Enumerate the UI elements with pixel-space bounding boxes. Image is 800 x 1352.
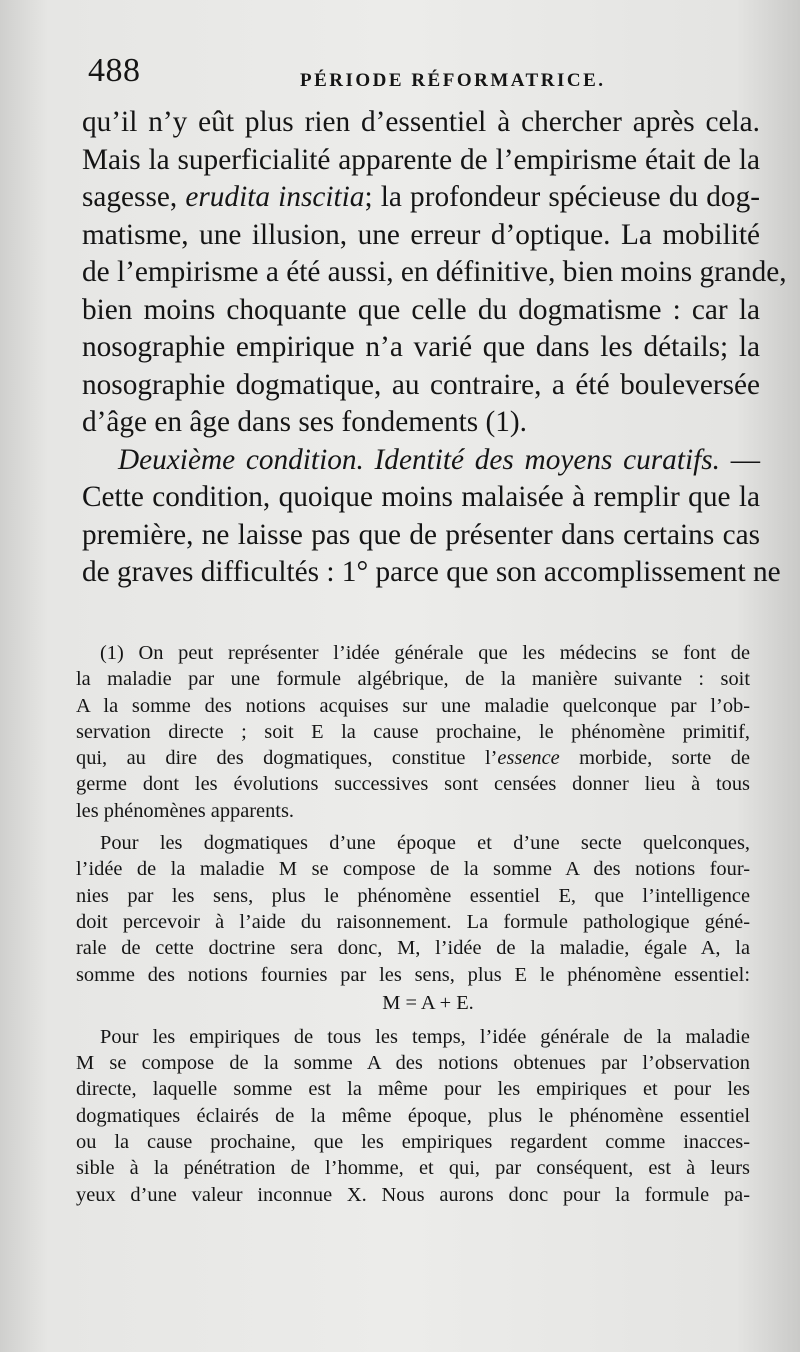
footnote-line: Pour les dogmatiques d’une époque et d’une secte quelconques, (100, 832, 750, 855)
text-fragment: la profondeur spécieuse du dog- (372, 181, 760, 213)
footnote-line: rale de cette doctrine sera donc, M, l’idée de la maladie, égale A, la (76, 937, 750, 960)
footnote-paragraph (76, 830, 750, 1018)
condition-heading: Deuxième condition. Identité des moyens curatifs. (118, 443, 720, 476)
footnote-line: les phénomènes apparents. (76, 799, 294, 822)
italic-word: essence (497, 747, 560, 770)
footnote-line: dogmatiques éclairés de la même époque, plus le phénomène essentiel (76, 1104, 750, 1127)
text-line: Mais la superficialité apparente de l’empirisme était de la (82, 143, 760, 176)
page-number: 488 (88, 52, 141, 89)
text-fragment: qui, au dire des dogmatiques, constitue l’ (76, 747, 498, 770)
footnote-line: ou la cause prochaine, que les empiriques regardent comme inacces- (76, 1131, 750, 1154)
text-fragment: morbide, sorte de (559, 747, 750, 770)
formula: M = A + E. (382, 991, 474, 1014)
text-line: qu’il n’y eût plus rien d’essentiel à chercher après cela. (82, 106, 760, 138)
footnote-line: sible à la pénétration de l’homme, et qui, par conséquent, est à leurs (76, 1157, 750, 1180)
text-line: sagesse, erudita inscitia; la profondeur spécieuse du dog- (82, 181, 760, 213)
footnote-line: Pour les empiriques de tous les temps, l’idée générale de la maladie (100, 1025, 750, 1048)
footnote-line: directe, laquelle somme est la même pour les empiriques et pour les (76, 1078, 750, 1101)
footnote-line: doit percevoir à l’aide du raisonnement. La formule pathologique géné- (76, 910, 750, 933)
footnote-line: germe dont les évolutions successives sont censées donner lieu à tous (76, 773, 750, 796)
italic-phrase: erudita inscitia (185, 181, 365, 213)
footnote-line: servation directe ; soit E la cause prochaine, le phénomène primitif, (76, 720, 750, 743)
footnote (76, 640, 750, 1214)
text-line: Cette condition, quoique moins malaisée à remplir que la (82, 481, 760, 513)
text-line: de graves difficultés : 1° parce que son accomplissement ne (82, 556, 781, 588)
heading-dash: — (719, 443, 761, 476)
main-text (82, 104, 787, 592)
text-line: nosographie dogmatique, au contraire, a été bouleversée (82, 368, 760, 401)
footnote-line: (1) On peut représenter l’idée générale que les médecins se font de (100, 642, 750, 664)
condition-heading-line (82, 442, 760, 480)
text-line: d’âge en âge dans ses fondements (1). (82, 406, 527, 438)
text-line: de l’empirisme a été aussi, en définitive, bien moins grande, (82, 256, 787, 288)
text-fragment: sagesse (82, 181, 170, 213)
footnote-line (76, 745, 750, 771)
footnote-line: l’idée de la maladie M se compose de la somme A des notions four- (76, 858, 750, 881)
footnote-line: M se compose de la somme A des notions obtenues par l’observation (76, 1052, 750, 1075)
footnote-line: la maladie par une formule algébrique, de la manière suivante : soit (76, 668, 750, 691)
footnote-paragraph (76, 640, 750, 824)
page-header (88, 52, 768, 102)
text-line: nosographie empirique n’a varié que dans les détails; la (82, 331, 760, 363)
text-line: matisme, une illusion, une erreur d’optique. La mobilité (82, 218, 760, 251)
text-line: première, ne laisse pas que de présenter dans certains cas (82, 518, 760, 551)
text-line: bien moins choquante que celle du dogmatisme : car la (82, 293, 760, 326)
footnote-line: A la somme des notions acquises sur une maladie quelconque par l’ob- (76, 694, 750, 717)
footnote-line: yeux d’une valeur inconnue X. Nous aurons donc pour la formule pa- (76, 1183, 750, 1206)
footnote-line: nies par les sens, plus le phénomène essentiel E, que l’intelligence (76, 884, 750, 907)
running-head: PÉRIODE RÉFORMATRICE. (300, 70, 606, 91)
footnote-paragraph (76, 1024, 750, 1208)
footnote-line: somme des notions fournies par les sens, plus E le phénomène essentiel: (76, 963, 750, 986)
